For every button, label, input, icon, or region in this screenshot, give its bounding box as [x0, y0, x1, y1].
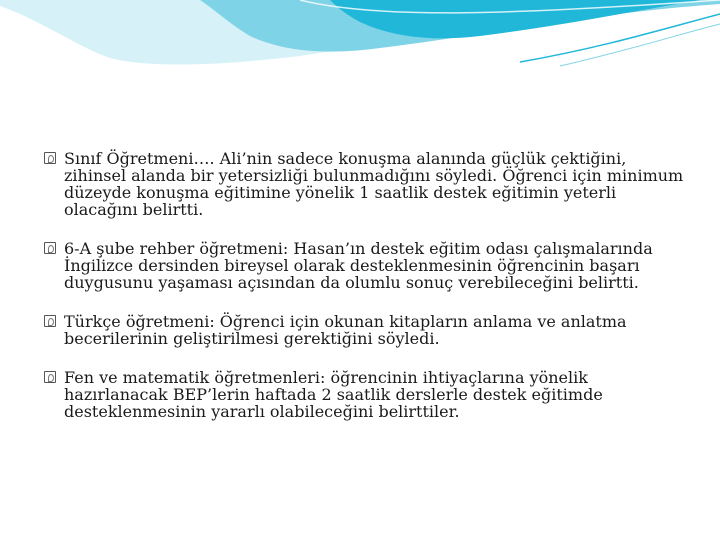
header-wave-line-3: [560, 24, 720, 66]
bullet-text-1: Sınıf Öğretmeni…. Ali’nin sadece konuşma alanında güçlük çektiğini, zihinsel alanda bir yetersizliği bulunmadığını söyledi. Öğrenci için minimum düzeyde konuşma eğitimine yönelik 1 saatlik destek eğitimin yeterli olacağını belirtti.: [64, 149, 684, 219]
slide-content: [44, 150, 684, 420]
placeholder-box-icon: [44, 152, 56, 164]
bullet-text-4: Fen ve matematik öğretmenleri: öğrencinin ihtiyaçlarına yönelik hazırlanacak BEP’lerin haftada 2 saatlik derslerle destek eğitimde desteklenmesinin yararlı olabileceğini belirttiler.: [64, 368, 603, 421]
bullet-item-1: [44, 150, 684, 218]
header-wave-decoration: [0, 0, 720, 70]
placeholder-box-icon: [44, 371, 56, 383]
bullet-text-3: Türkçe öğretmeni: Öğrenci için okunan kitapların anlama ve anlatma becerilerinin geliştirilmesi gerektiğini söyledi.: [64, 312, 627, 348]
placeholder-box-icon: [44, 242, 56, 254]
bullet-item-4: [44, 369, 684, 420]
bullet-item-3: [44, 313, 684, 347]
bullet-text-2: 6-A şube rehber öğretmeni: Hasan’ın destek eğitim odası çalışmalarında İngilizce dersinden bireysel olarak desteklenmesinin öğrencinin başarı duygusunu yaşaması açısından da olumlu sonuç verebileceğini belirtti.: [64, 239, 653, 292]
bullet-item-2: [44, 240, 684, 291]
placeholder-box-icon: [44, 315, 56, 327]
